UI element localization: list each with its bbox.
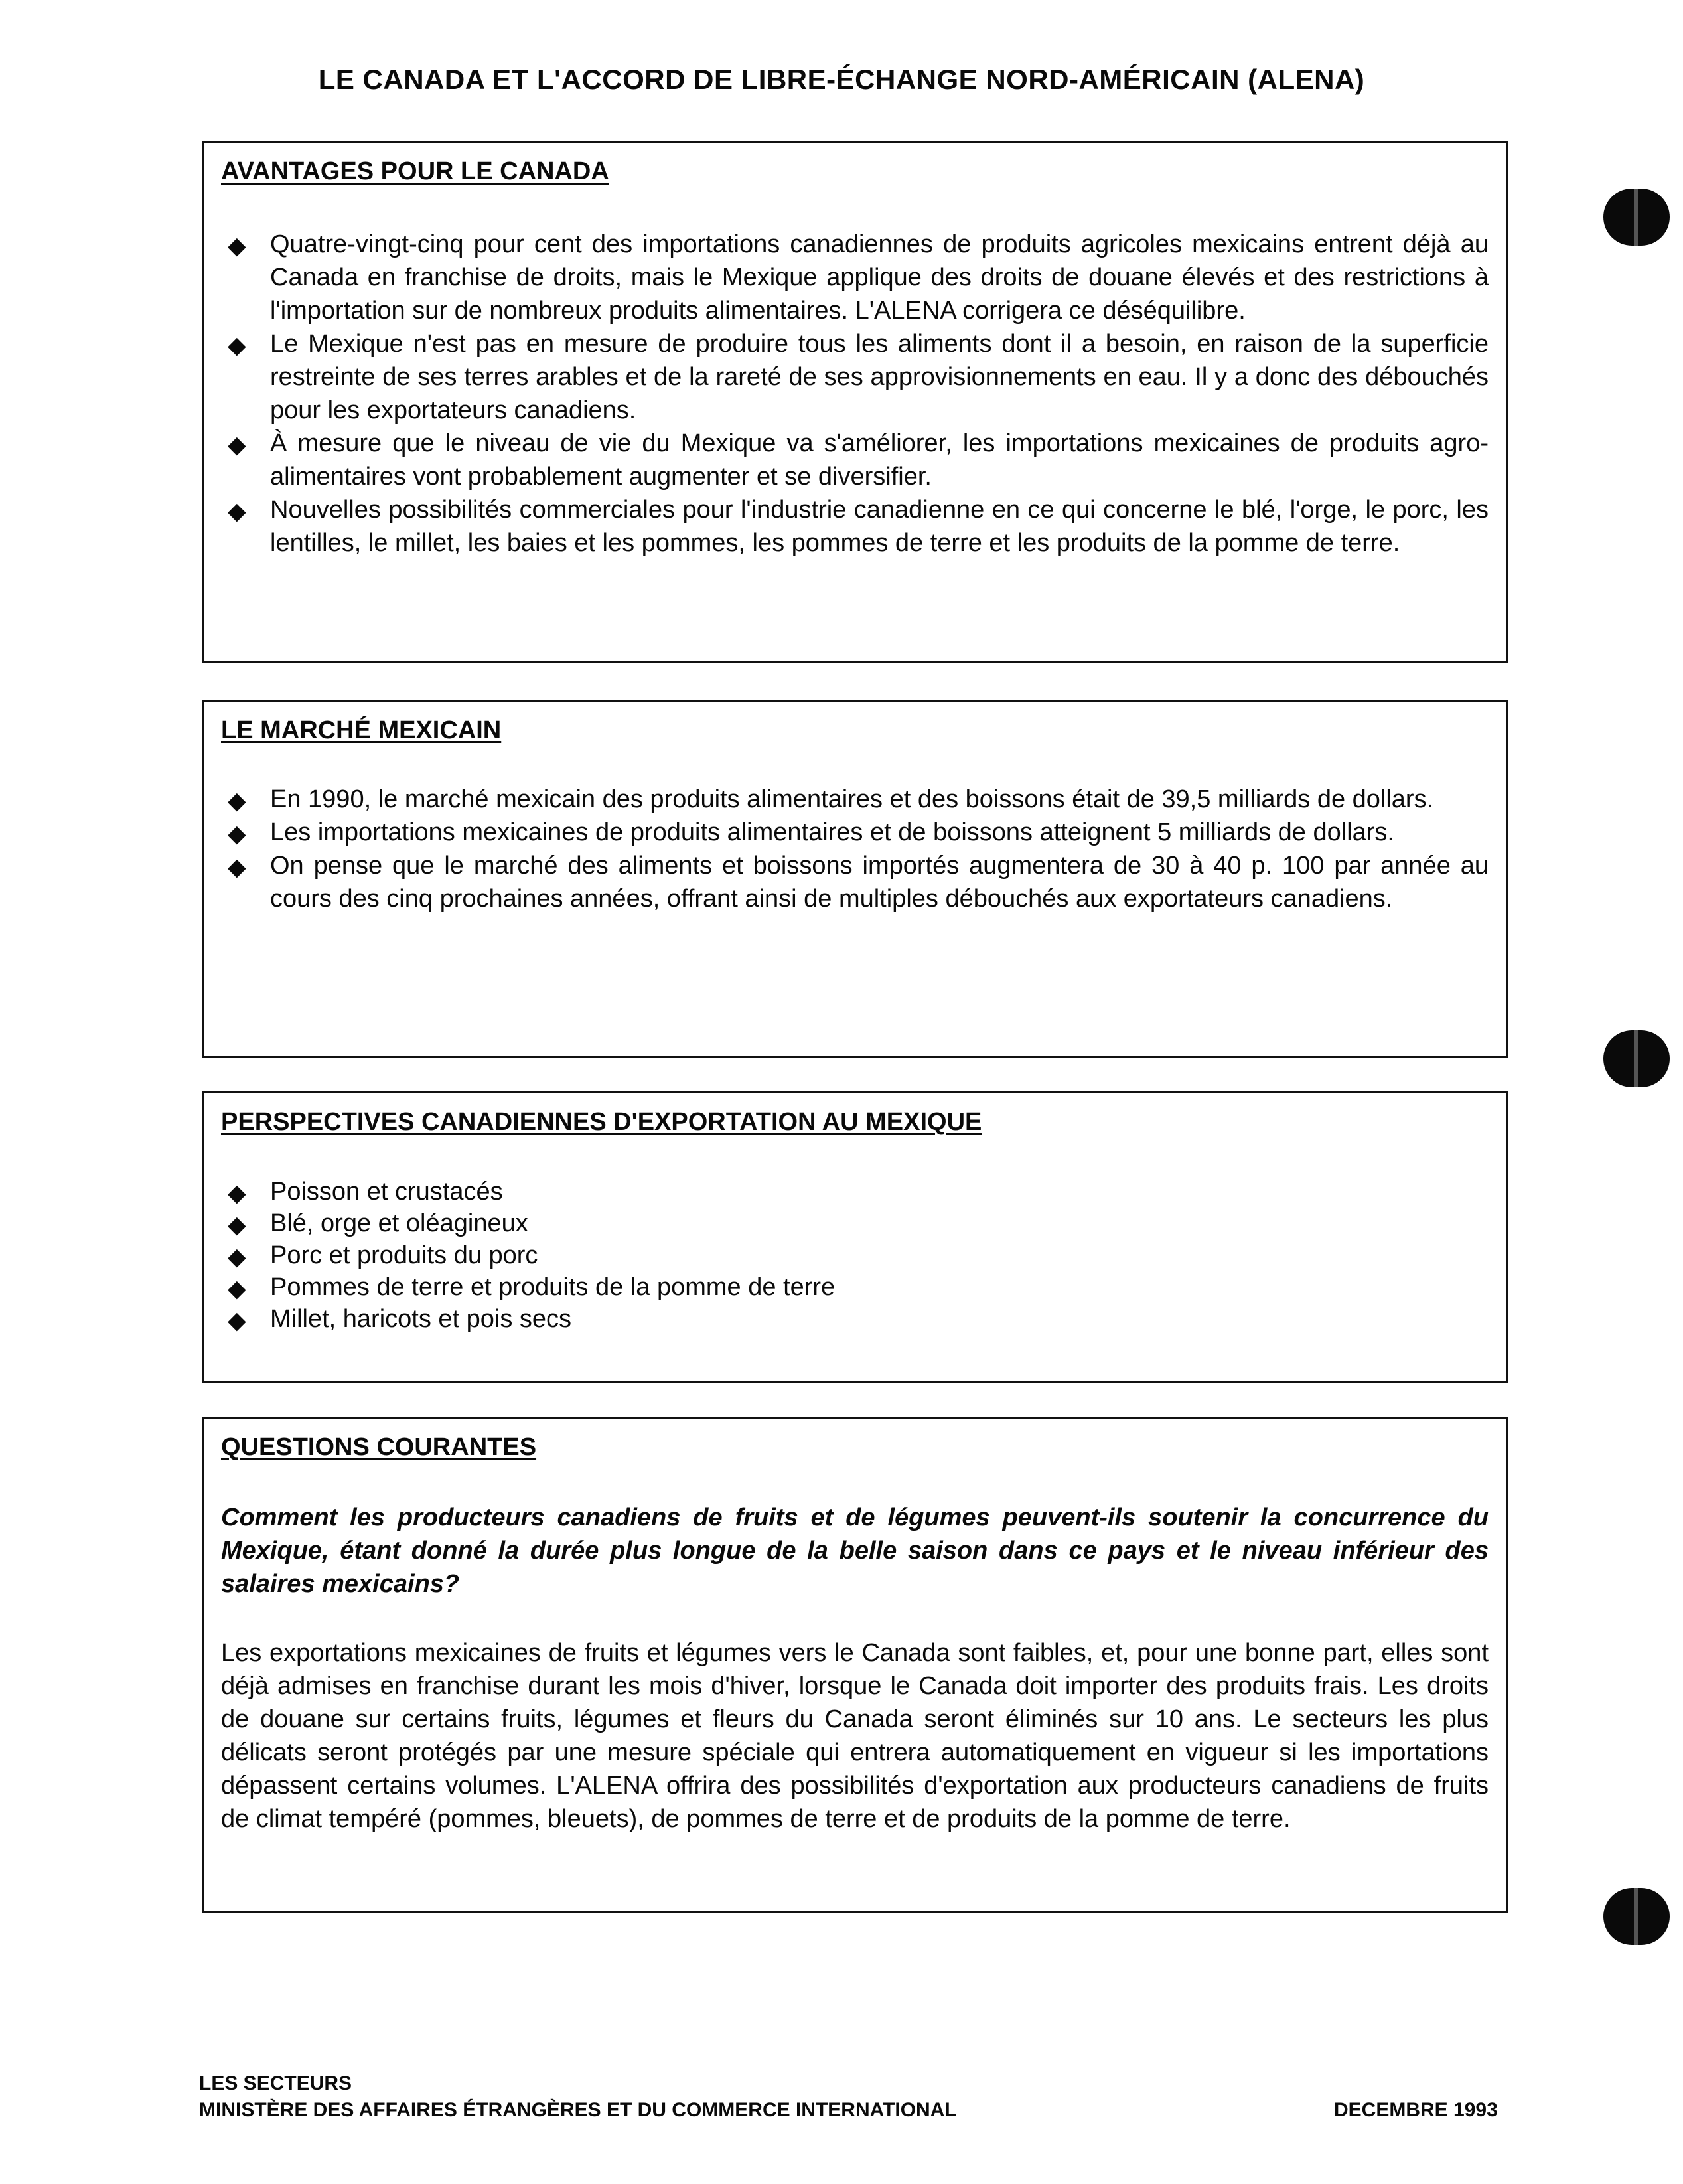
diamond-bullet-icon: ◆ xyxy=(228,497,246,524)
list-item: ◆ En 1990, le marché mexicain des produits alimentaires et des boissons était de 39,5 milliards de dollars. xyxy=(228,783,1489,816)
perspectives-list xyxy=(228,1176,1489,1335)
footer-ministry: MINISTÈRE DES AFFAIRES ÉTRANGÈRES ET DU COMMERCE INTERNATIONAL xyxy=(199,2099,957,2121)
list-item: ◆ Le Mexique n'est pas en mesure de produire tous les aliments dont il a besoin, en raison de la superficie restreinte de ses terres arables et de la rareté de ses approvisionnements en eau. Il y a donc des débouchés pour les exportateurs canadiens. xyxy=(228,330,1489,424)
diamond-bullet-icon: ◆ xyxy=(228,853,246,880)
punch-hole-icon xyxy=(1603,1030,1670,1087)
diamond-bullet-icon: ◆ xyxy=(228,1306,246,1334)
avantages-list xyxy=(228,228,1489,560)
diamond-bullet-icon: ◆ xyxy=(228,1275,246,1302)
section-perspectives xyxy=(202,1091,1508,1383)
section-heading-perspectives: PERSPECTIVES CANADIENNES D'EXPORTATION AU MEXIQUE xyxy=(221,1108,982,1136)
footer-date: DECEMBRE 1993 xyxy=(1334,2099,1498,2121)
section-marche xyxy=(202,700,1508,1058)
punch-hole-icon xyxy=(1603,1888,1670,1945)
list-item: ◆ Poisson et crustacés xyxy=(228,1176,1489,1208)
list-item: ◆ Blé, orge et oléagineux xyxy=(228,1208,1489,1239)
answer-text: Les exportations mexicaines de fruits et légumes vers le Canada sont faibles, et, pour une bonne part, elles sont déjà admises en franchise durant les mois d'hiver, lorsque le Canada doit importer des produits frais. Les droits de douane sur certains fruits, légumes et fleurs du Canada seront éliminés sur 10 ans. Le secteurs les plus délicats seront protégés par une mesure spéciale qui entrera automatiquement en vigueur si les importations dépassent certains volumes. L'ALENA offrira des possibilités d'exportation aux producteurs canadiens de fruits de climat tempéré (pommes, bleuets), de pommes de terre et de produits de la pomme de terre. xyxy=(221,1639,1489,1833)
diamond-bullet-icon: ◆ xyxy=(228,1179,246,1206)
diamond-bullet-icon: ◆ xyxy=(228,431,246,458)
diamond-bullet-icon: ◆ xyxy=(228,232,246,259)
list-item: ◆ Quatre-vingt-cinq pour cent des importations canadiennes de produits agricoles mexicains entrent déjà au Canada en franchise de droits, mais le Mexique applique des droits de douane élevés et des restrictions à l'importation sur de nombreux produits alimentaires. L'ALENA corrigera ce déséquilibre. xyxy=(228,230,1489,325)
list-item: ◆ On pense que le marché des aliments et boissons importés augmentera de 30 à 40 p. 100 par année au cours des cinq prochaines années, offrant ainsi de multiples débouchés aux exportateurs canadiens. xyxy=(228,852,1489,913)
section-heading-questions: QUESTIONS COURANTES xyxy=(221,1433,537,1461)
footer-sector: LES SECTEURS xyxy=(199,2072,352,2094)
page-title: LE CANADA ET L'ACCORD DE LIBRE-ÉCHANGE NORD-AMÉRICAIN (ALENA) xyxy=(318,64,1365,95)
diamond-bullet-icon: ◆ xyxy=(228,1243,246,1270)
marche-list xyxy=(228,783,1489,915)
list-item: ◆ Les importations mexicaines de produits alimentaires et de boissons atteignent 5 milliards de dollars. xyxy=(228,816,1489,849)
diamond-bullet-icon: ◆ xyxy=(228,787,246,814)
list-item: ◆ Nouvelles possibilités commerciales pour l'industrie canadienne en ce qui concerne le blé, l'orge, le porc, les lentilles, le millet, les baies et les pommes, les pommes de terre et les produits de la pomme de terre. xyxy=(228,496,1489,557)
section-heading-marche: LE MARCHÉ MEXICAIN xyxy=(221,716,502,744)
section-questions xyxy=(202,1417,1508,1913)
diamond-bullet-icon: ◆ xyxy=(228,1211,246,1238)
diamond-bullet-icon: ◆ xyxy=(228,331,246,358)
list-item: ◆ Millet, haricots et pois secs xyxy=(228,1303,1489,1335)
section-avantages xyxy=(202,141,1508,663)
question-text: Comment les producteurs canadiens de fruits et de légumes peuvent-ils soutenir la concurrence du Mexique, étant donné la durée plus longue de la belle saison dans ce pays et le niveau inférieur des salaires mexicains? xyxy=(221,1504,1489,1598)
list-item: ◆ Pommes de terre et produits de la pomme de terre xyxy=(228,1271,1489,1303)
section-heading-avantages: AVANTAGES POUR LE CANADA xyxy=(221,157,609,185)
diamond-bullet-icon: ◆ xyxy=(228,820,246,847)
punch-hole-icon xyxy=(1603,189,1670,246)
list-item: ◆ À mesure que le niveau de vie du Mexique va s'améliorer, les importations mexicaines de produits agro-alimentaires vont probablement augmenter et se diversifier. xyxy=(228,429,1489,491)
list-item: ◆ Porc et produits du porc xyxy=(228,1239,1489,1271)
